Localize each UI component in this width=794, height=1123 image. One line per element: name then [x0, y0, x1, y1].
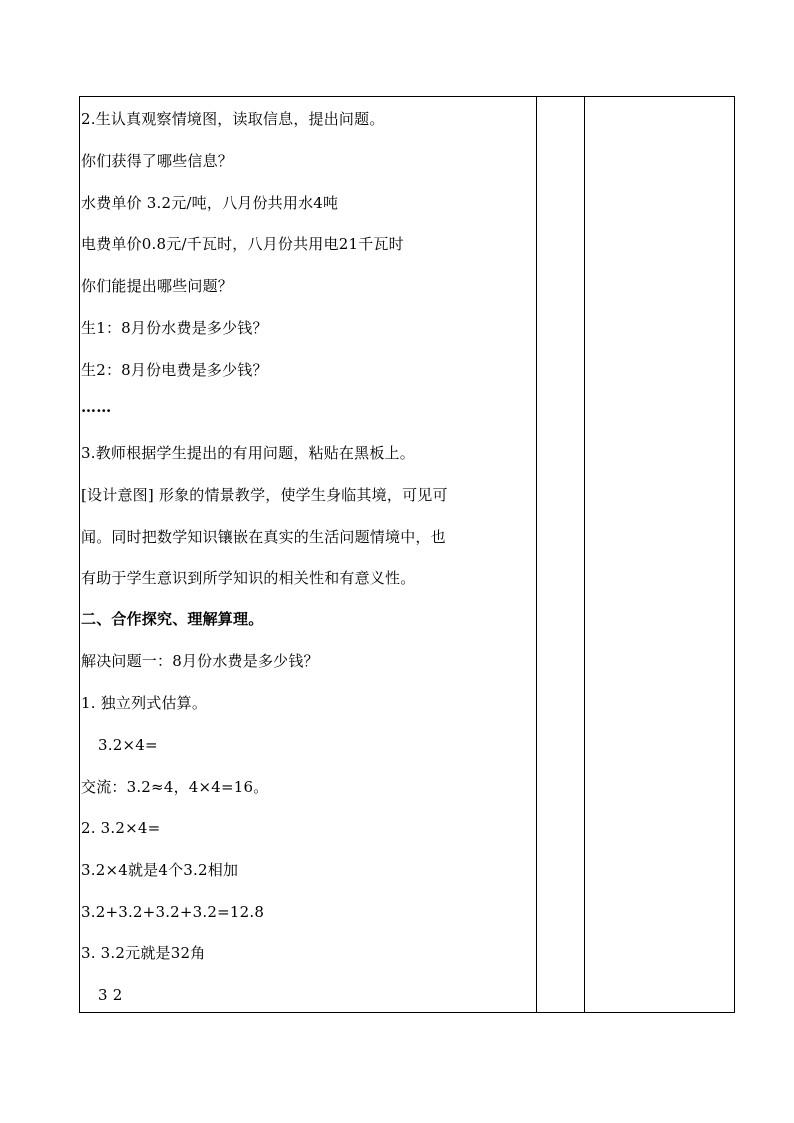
text-line-repeated-add: 3.2×4就是4个3.2相加: [81, 861, 239, 879]
text-line-exchange: 交流：3.2≈4，4×4=16。: [81, 778, 269, 796]
lesson-plan-table: [79, 96, 735, 1013]
section-heading-explore: 二、合作探究、理解算理。: [81, 610, 264, 628]
text-line-sum: 3.2+3.2+3.2+3.2=12.8: [81, 903, 265, 921]
text-line-question-ask: 你们能提出哪些问题？: [81, 277, 234, 295]
text-line-electric-price: 电费单价0.8元/千瓦时，八月份共用电21千瓦时: [81, 235, 404, 253]
text-line-observe: 2.生认真观察情境图，读取信息，提出问题。: [81, 110, 385, 128]
text-line-student-1: 生1：8月份水费是多少钱？: [81, 319, 268, 337]
text-line-design-intent-2: 闻。同时把数学知识镶嵌在真实的生活问题情境中，也: [81, 528, 446, 546]
column-divider-2: [584, 97, 585, 1012]
text-line-problem-1: 解决问题一：8月份水费是多少钱？: [81, 652, 319, 670]
text-line-question-info: 你们获得了哪些信息？: [81, 152, 234, 170]
text-line-ellipsis: ……: [81, 398, 112, 416]
text-line-step-1: 1. 独立列式估算。: [81, 694, 208, 712]
text-line-water-price: 水费单价 3.2元/吨，八月份共用水4吨: [81, 194, 339, 212]
text-line-design-intent-1: [设计意图] 形象的情景教学，使学生身临其境，可见可: [81, 486, 448, 504]
text-line-vertical-calc: 3 2: [98, 986, 123, 1004]
text-line-expression-1: 3.2×4=: [98, 736, 158, 754]
text-line-step-3: 3. 3.2元就是32角: [81, 944, 206, 962]
text-line-step-2: 2. 3.2×4=: [81, 819, 161, 837]
text-line-student-2: 生2：8月份电费是多少钱？: [81, 361, 268, 379]
text-line-design-intent-3: 有助于学生意识到所学知识的相关性和有意义性。: [81, 569, 416, 587]
text-line-teacher: 3.教师根据学生提出的有用问题，粘贴在黑板上。: [81, 444, 415, 462]
column-divider-1: [536, 97, 537, 1012]
